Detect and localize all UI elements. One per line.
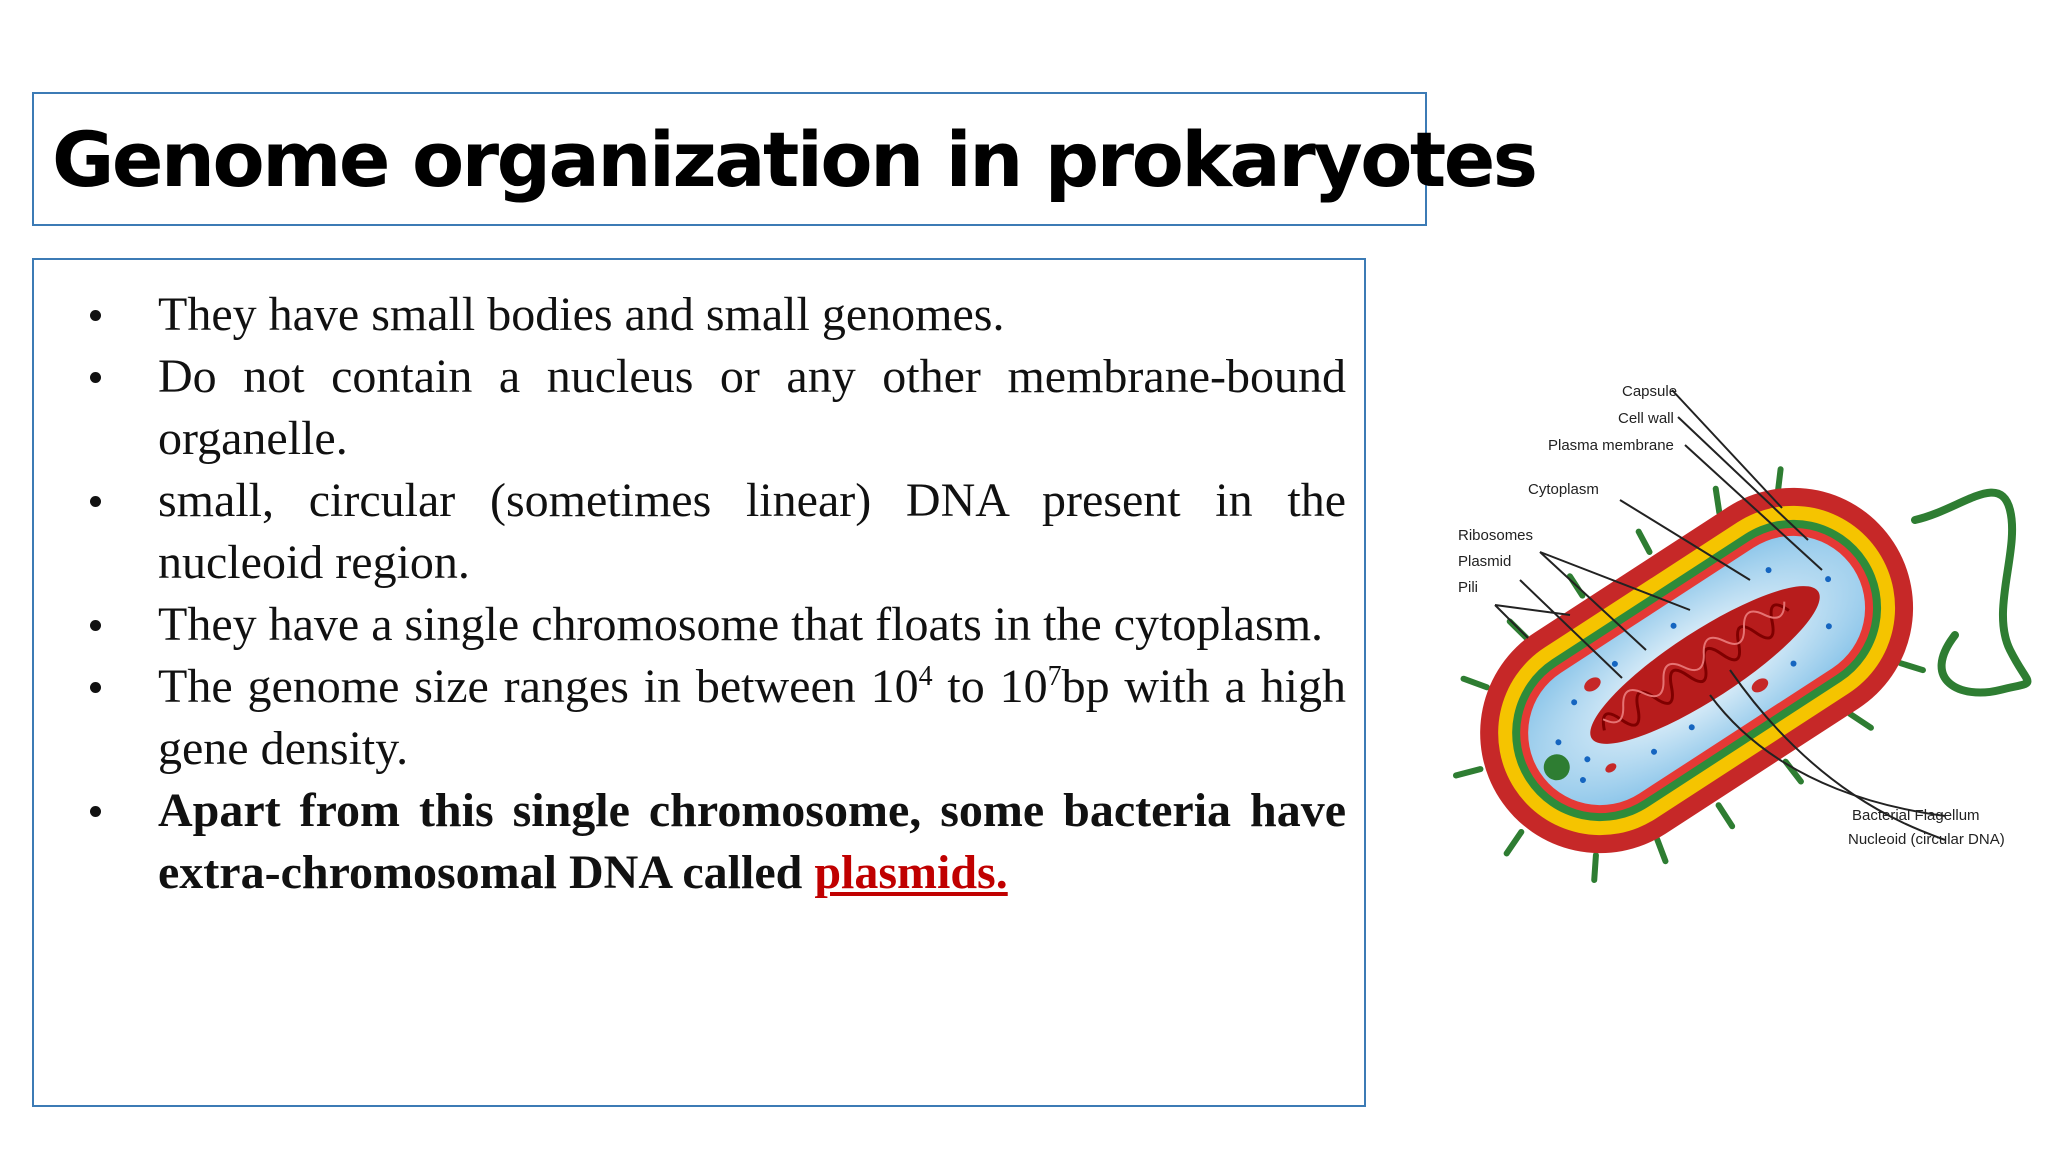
label-plasma-membrane: Plasma membrane xyxy=(1548,437,1674,454)
bullet-text-mid: to 10 xyxy=(932,660,1048,713)
flagellum-icon xyxy=(1915,493,2028,693)
exponent: 7 xyxy=(1047,661,1062,692)
title-box xyxy=(32,92,1536,226)
bullet-list xyxy=(34,284,1346,904)
bullet-text-post: bp with a high gene density. xyxy=(158,660,1346,775)
bullet-item xyxy=(34,470,1346,594)
label-ribosomes: Ribosomes xyxy=(1458,527,1534,544)
bullet-dot-icon xyxy=(90,372,101,383)
exponent: 4 xyxy=(918,661,933,692)
bullet-text: small, circular (sometimes linear) DNA present in the nucleoid region. xyxy=(158,474,1346,589)
bullet-text: Apart from this single chromosome, some bacteria have extra-chromosomal DNA called xyxy=(158,784,1346,899)
bullet-item xyxy=(34,346,1346,470)
label-cytoplasm: Cytoplasm xyxy=(1528,481,1599,498)
bacterial-cell-diagram xyxy=(1400,360,2040,920)
label-plasmid: Plasmid xyxy=(1458,553,1512,570)
page-title: Genome organization in prokaryotes xyxy=(52,114,1536,204)
label-nucleoid: Nucleoid (circular DNA) xyxy=(1848,831,2005,848)
bullet-item xyxy=(34,780,1346,904)
bullet-dot-icon xyxy=(90,620,101,631)
bullet-item xyxy=(34,656,1346,780)
bullet-item xyxy=(34,594,1346,656)
label-flagellum: Bacterial Flagellum xyxy=(1852,807,1980,824)
label-pili: Pili xyxy=(1458,579,1479,596)
bullet-text: They have a single chromosome that floats in the cytoplasm. xyxy=(158,598,1324,651)
bullet-dot-icon xyxy=(90,806,101,817)
bullet-text-pre: The genome size ranges in between 10 xyxy=(158,660,919,713)
bullet-dot-icon xyxy=(90,310,101,321)
bullet-text: They have small bodies and small genomes. xyxy=(158,288,1005,341)
plasmids-link[interactable]: plasmids. xyxy=(814,846,1008,899)
content-box xyxy=(32,258,1366,1107)
bullet-dot-icon xyxy=(90,496,101,507)
bullet-item xyxy=(34,284,1346,346)
bullet-text: Do not contain a nucleus or any other membrane-bound organelle. xyxy=(158,350,1346,465)
bullet-dot-icon xyxy=(90,682,101,693)
label-capsule: Capsule xyxy=(1622,383,1678,400)
label-cell-wall: Cell wall xyxy=(1618,410,1674,427)
